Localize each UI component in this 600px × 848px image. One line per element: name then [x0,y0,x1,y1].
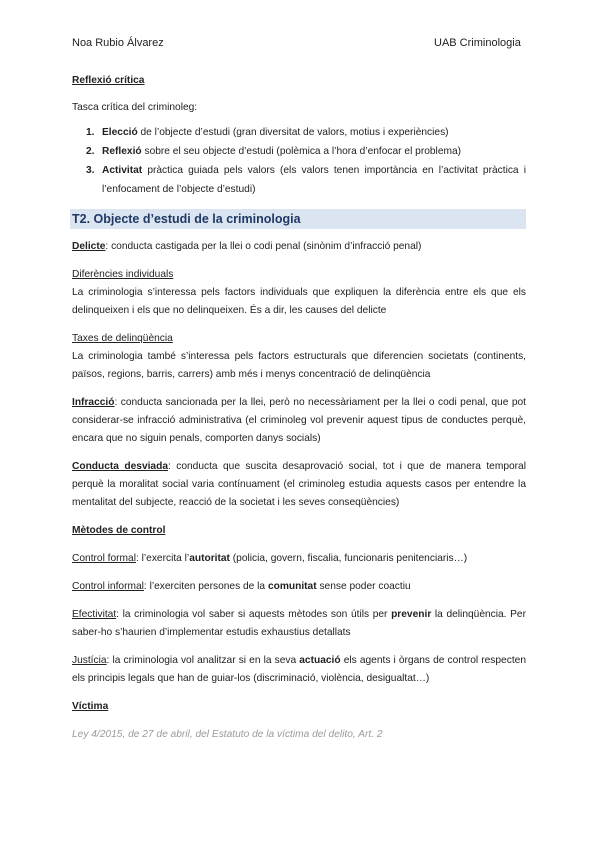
conducta-paragraph: Conducta desviada: conducta que suscita desaprovació social, tot i que de manera temporal perquè la moralitat social varia contínuament (el criminoleg estudia aquests casos per entendre la mentalitat del subjecte, reacció de la societat i les seves conseqüències) [72,461,526,508]
section-title-reflexio: Reflexió crítica [72,75,145,86]
heading-t2: T2. Objecte d’estudi de la criminologia [70,209,526,229]
delicte-paragraph: Delicte: conducta castigada per la llei o codi penal (sinònim d’infracció penal) [72,241,422,252]
header-course: UAB Criminologia [434,37,521,49]
taxes-title: Taxes de delinqüència [72,333,173,344]
reflexio-list [72,123,526,199]
list-item: 3. Activitat pràctica guiada pels valors (els valors tenen importància en l’activitat pràctica i l’enfocament de l’objecte d’estudi) [86,165,526,195]
section-title-metodes: Mètodes de control [72,525,166,536]
justicia-paragraph: Justícia: la criminologia vol analitzar si en la seva actuació els agents i òrgans de control respecten els principis legals que han de guiar-los (discriminació, violència, desigualtat…) [72,655,526,684]
reflexio-intro: Tasca crítica del criminoleg: [72,102,198,113]
document-body [72,72,526,744]
efectivitat-paragraph: Efectivitat: la criminologia vol saber si aquests mètodes son útils per prevenir la delinqüència. Per saber-ho s’haurien d’implementar estudis exhaustius detallats [72,609,526,638]
diferencies-text: La criminologia s’interessa pels factors individuals que expliquen la diferència entre els que els delinqueixen i els que no delinqueixen. És a dir, les causes del delicte [72,287,526,316]
header-author: Noa Rubio Álvarez [72,37,164,49]
control-informal-paragraph: Control informal: l’exerciten persones de la comunitat sense poder coactiu [72,581,411,592]
list-item: 1. Elecció de l’objecte d’estudi (gran diversitat de valors, motius i experiències) [86,127,449,138]
diferencies-title: Diferències individuals [72,269,174,280]
section-title-victima: Víctima [72,701,109,712]
infraccio-paragraph: Infracció: conducta sancionada per la llei, però no necessàriament per la llei o codi penal, que pot considerar-se infracció administrativa (el criminoleg vol prevenir aquest tipus de conductes perquè, encara que no siguin penals, comporten danys socials) [72,397,526,444]
list-item: 2. Reflexió sobre el seu objecte d’estudi (polèmica a l’hora d’enfocar el problema) [86,146,462,157]
taxes-text: La criminologia també s’interessa pels factors estructurals que diferencien societats (continents, països, regions, barris, carrers) amb més i menys concentració de delinqüència [72,351,526,380]
control-formal-paragraph: Control formal: l’exercita l’autoritat (policia, govern, fiscalia, funcionaris penitenciaris…) [72,553,468,564]
victima-law-reference: Ley 4/2015, de 27 de abril, del Estatuto de la víctima del delito, Art. 2 [72,729,383,740]
